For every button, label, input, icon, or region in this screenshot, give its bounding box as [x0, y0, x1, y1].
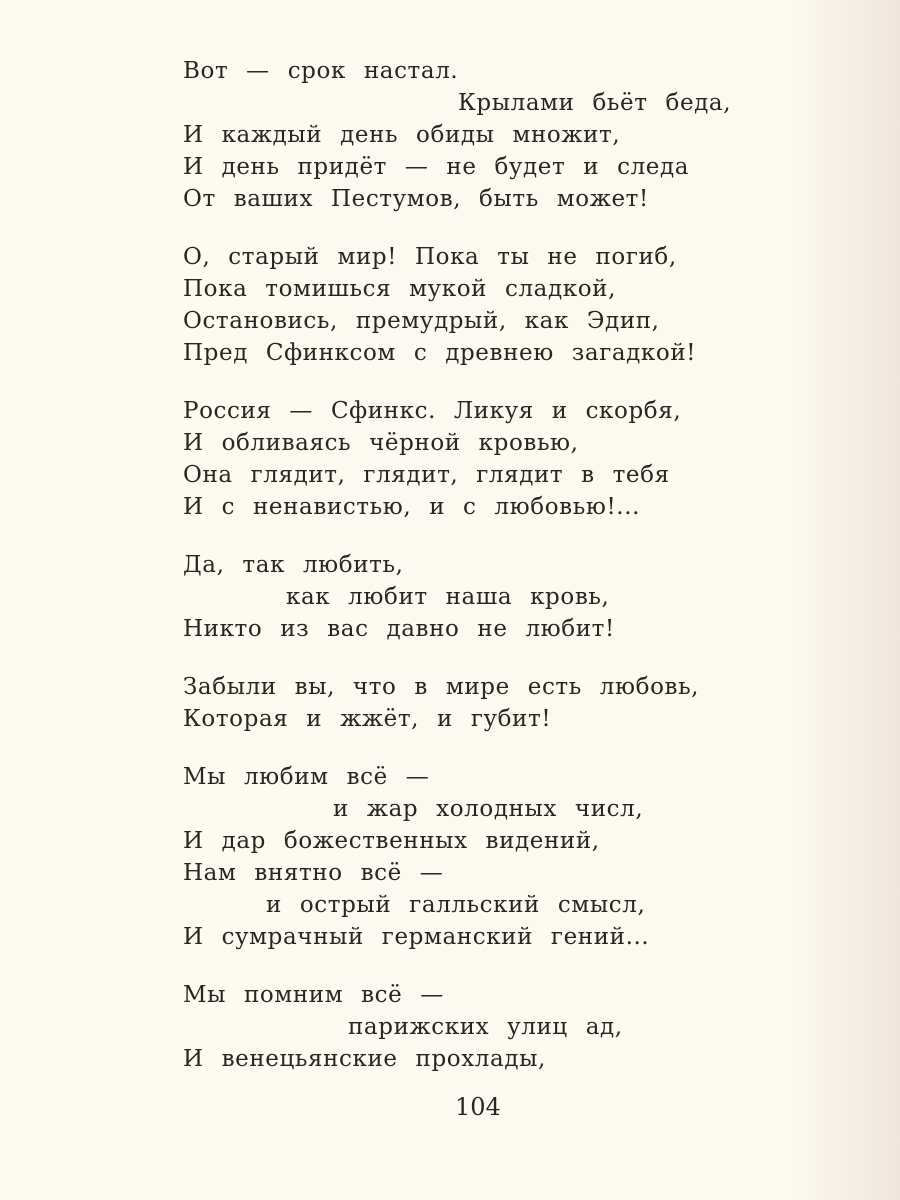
verse-line: и острый галльский смысл, [266, 892, 646, 918]
verse-line: Пред Сфинксом с древнею загадкой! [183, 340, 697, 366]
verse-line: Она глядит, глядит, глядит в тебя [183, 462, 670, 488]
page-number: 104 [455, 1093, 501, 1121]
verse-line: Нам внятно всё — [183, 860, 444, 886]
verse-line: И с ненавистью, и с любовью!... [183, 494, 641, 520]
verse-line: И сумрачный германский гений... [183, 924, 650, 950]
verse-line: И день придёт — не будет и следа [183, 154, 690, 180]
verse-line: Мы помним всё — [183, 982, 444, 1008]
verse-line: И дар божественных видений, [183, 828, 600, 854]
verse-line: Остановись, премудрый, как Эдип, [183, 308, 660, 334]
verse-line: Которая и жжёт, и губит! [183, 706, 552, 732]
verse-line: парижских улиц ад, [348, 1014, 623, 1040]
verse-line: Мы любим всё — [183, 764, 430, 790]
verse-line: И каждый день обиды множит, [183, 122, 621, 148]
verse-line: и жар холодных числ, [333, 796, 644, 822]
verse-line: как любит наша кровь, [286, 584, 610, 610]
verse-line: Вот — срок настал. [183, 58, 459, 84]
verse-line: Забыли вы, что в мире есть любовь, [183, 674, 700, 700]
verse-line: Крылами бьёт беда, [458, 90, 732, 116]
verse-line: От ваших Пестумов, быть может! [183, 186, 649, 212]
verse-line: Россия — Сфинкс. Ликуя и скорбя, [183, 398, 682, 424]
verse-line: Да, так любить, [183, 552, 404, 578]
verse-line: И обливаясь чёрной кровью, [183, 430, 579, 456]
verse-line: Никто из вас давно не любит! [183, 616, 615, 642]
verse-line: О, старый мир! Пока ты не погиб, [183, 244, 677, 270]
verse-line: Пока томишься мукой сладкой, [183, 276, 617, 302]
verse-line: И венецьянские прохлады, [183, 1046, 546, 1072]
